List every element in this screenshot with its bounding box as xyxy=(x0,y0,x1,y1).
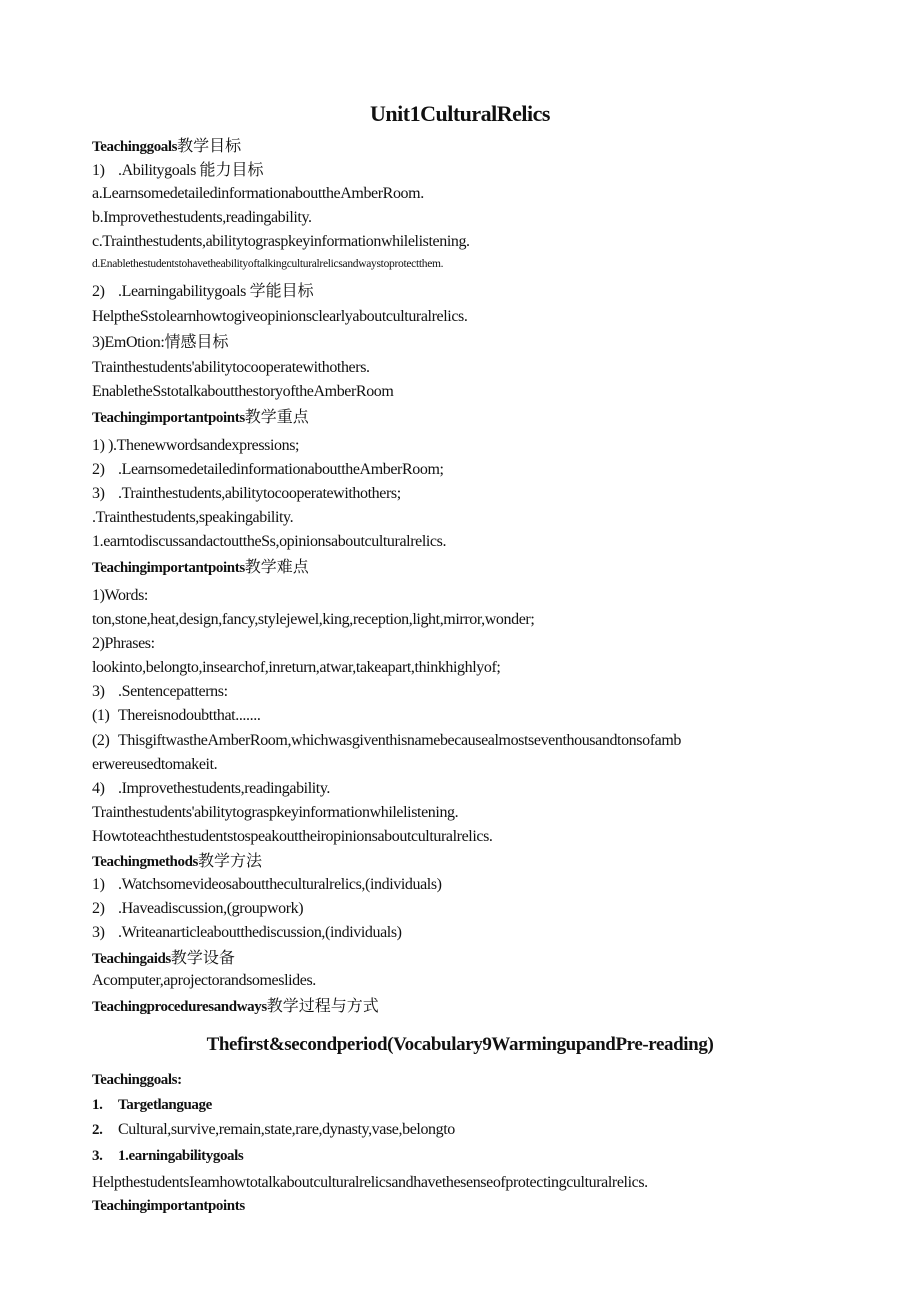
sentence-pattern-1: (1) Thereisnodoubtthat....... xyxy=(92,707,261,724)
emotion-goals-heading: 3)EmOtion:情感目标 xyxy=(92,332,229,351)
period-heading: Thefirst&secondperiod(Vocabulary9WarmingupandPre-reading) xyxy=(206,1034,714,1055)
difficult-point-phrases: lookinto,belongto,insearchof,inreturn,atwar,takeapart,thinkhighlyof; xyxy=(92,659,501,676)
important-point-1: 1) ).Thenewwordsandexpressions; xyxy=(92,437,300,454)
period-goal-description: HelpthestudentsIeamhowtotalkaboutculturalrelicsandhavethesenseofprotectingculturalrelics. xyxy=(92,1174,648,1191)
teaching-method-1: 1) .Watchsomevideosabouttheculturalrelics,(individuals) xyxy=(92,876,442,893)
emotion-goal-1: Trainthestudents'abilitytocooperatewithothers. xyxy=(92,359,370,376)
difficult-point-phrases-label: 2)Phrases: xyxy=(92,635,155,652)
period-goal-1: 1. Targetlanguage xyxy=(92,1097,212,1113)
important-point-2: 2) .LearnsomedetailedinformationabouttheAmberRoom; xyxy=(92,461,444,478)
teaching-method-2: 2) .Haveadiscussion,(groupwork) xyxy=(92,900,304,917)
teaching-method-3: 3) .Writeanarticleaboutthediscussion,(individuals) xyxy=(92,924,402,941)
difficult-point-speaking: Howtoteachthestudentstospeakouttheiropinionsaboutculturalrelics. xyxy=(92,828,493,845)
sentence-pattern-2: (2) ThisgiftwastheAmberRoom,whichwasgiventhisnamebecausealmostseventhousandtonsofamb xyxy=(92,732,681,749)
ability-goals-heading: 1) .Abilitygoals 能力目标 xyxy=(92,160,264,179)
page-title: Unit1CulturalRelics xyxy=(370,101,550,126)
sentence-pattern-2-continued: erwereusedtomakeit. xyxy=(92,756,218,773)
ability-goal-a: a.LearnsomedetailedinformationabouttheAmberRoom. xyxy=(92,185,424,202)
important-point-3: 3) .Trainthestudents,abilitytocooperatewithothers; xyxy=(92,485,401,502)
difficult-point-listening: Trainthestudents'abilitytograspkeyinformationwhilelistening. xyxy=(92,804,459,821)
ability-goal-c: c.Trainthestudents,abilitytograspkeyinformationwhilelistening. xyxy=(92,233,470,250)
difficult-point-words: ton,stone,heat,design,fancy,stylejewel,king,reception,light,mirror,wonder; xyxy=(92,611,535,628)
section-heading-important-points: Teachingimportantpoints教学重点 xyxy=(92,407,309,426)
period-goals-heading: Teachinggoals: xyxy=(92,1072,182,1088)
period-goal-2: 2. Cultural,survive,remain,state,rare,dynasty,vase,belongto xyxy=(92,1121,455,1138)
section-heading-difficult-points: Teachingimportantpoints教学难点 xyxy=(92,557,309,576)
difficult-point-words-label: 1)Words: xyxy=(92,587,148,604)
important-point-5: 1.earntodiscussandactouttheSs,opinionsaboutculturalrelics. xyxy=(92,533,447,550)
learning-ability-goals-heading: 2) .Learningabilitygoals 学能目标 xyxy=(92,281,314,300)
section-heading-teaching-procedures: Teachingproceduresandways教学过程与方式 xyxy=(92,996,379,1015)
ability-goal-d: d.Enablethestudentstohavetheabilityoftalkingculturalrelicsandwaystoprotectthem. xyxy=(92,258,444,270)
teaching-aids-text: Acomputer,aprojectorandsomeslides. xyxy=(92,972,316,989)
learning-goal-text: HelptheSstolearnhowtogiveopinionsclearlyaboutculturalrelics. xyxy=(92,308,468,325)
ability-goal-b: b.Improvethestudents,readingability. xyxy=(92,209,312,226)
section-heading-teaching-methods: Teachingmethods教学方法 xyxy=(92,851,262,870)
period-important-points-heading: Teachingimportantpoints xyxy=(92,1198,245,1214)
period-goal-3: 3. 1.earningabilitygoals xyxy=(92,1148,244,1164)
difficult-point-reading: 4) .Improvethestudents,readingability. xyxy=(92,780,331,797)
important-point-4: .Trainthestudents,speakingability. xyxy=(92,509,294,526)
section-heading-teaching-aids: Teachingaids教学设备 xyxy=(92,948,235,967)
section-heading-teaching-goals: Teachinggoals教学目标 xyxy=(92,136,242,155)
emotion-goal-2: EnabletheSstotalkaboutthestoryoftheAmberRoom xyxy=(92,383,394,400)
difficult-point-sentence-patterns: 3) .Sentencepatterns: xyxy=(92,683,228,700)
